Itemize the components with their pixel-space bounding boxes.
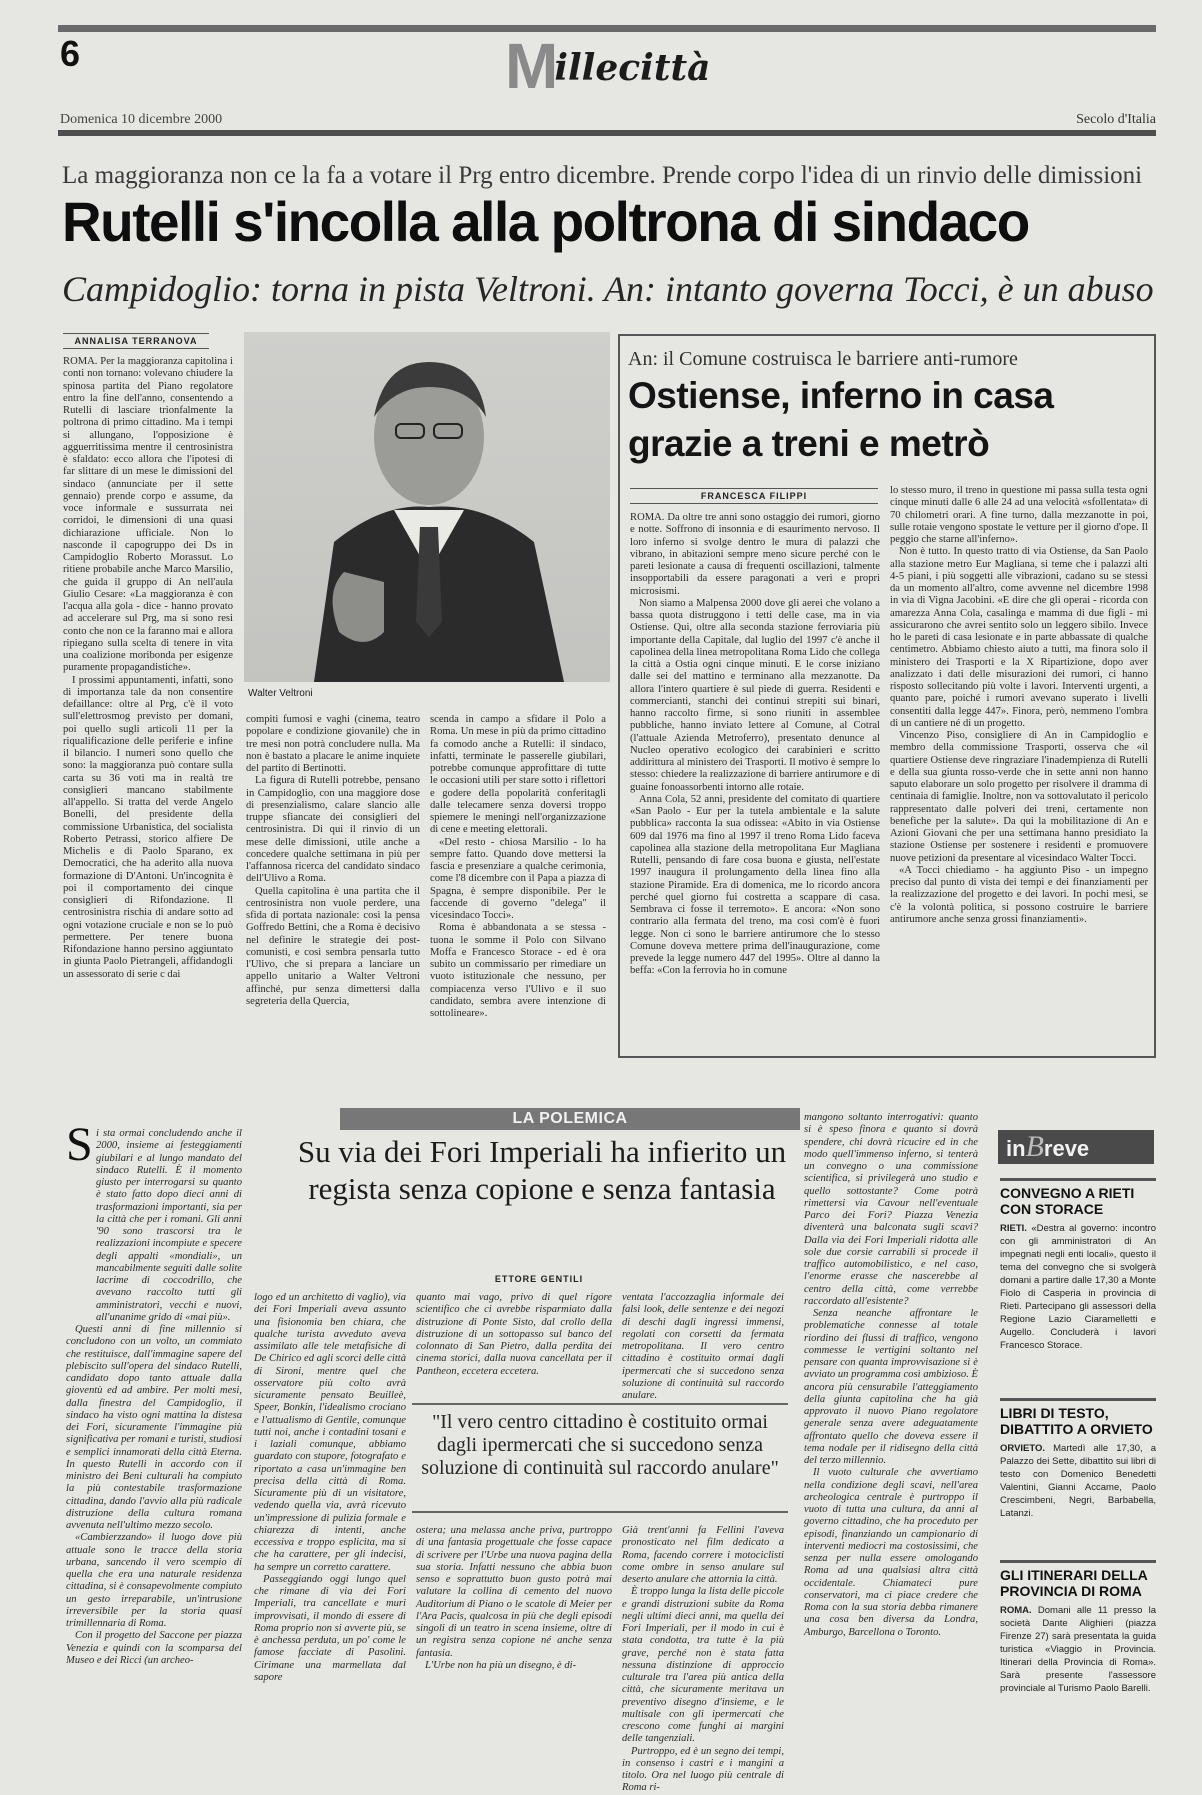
pull-quote xyxy=(412,1403,788,1513)
paragraph: Già trent'anni fa Fellini l'aveva pronosticato nel film dedicato a Roma, facendo correre i motociclisti come ombre in senso anulare sul deserto anulare che attornia la città. xyxy=(622,1525,784,1585)
polemica-column-2 xyxy=(254,1292,406,1744)
brief-item-3 xyxy=(1000,1560,1156,1734)
section-title-rest: illecittà xyxy=(554,47,711,89)
in-breve-b: B xyxy=(1025,1130,1044,1163)
page-number: 6 xyxy=(60,33,81,74)
brief-text: Domani alle 11 presso la società Dante Alighieri (piazza Firenze 27) sarà presentata la guida turistica «Viaggio in Provincia. Itinerari della Provincia di Roma». Sarà presente l'assessore provinciale al Turismo Paolo Barelli. xyxy=(1000,1605,1157,1694)
paragraph: La figura di Rutelli potrebbe, pensano in Campidoglio, con una maggiore dose di presenzialismo, calare slancio alle truppe sfiancate dei consiglieri del centrosinistra. Di qui il rinvio di un mese delle dimissioni, utile anche a concedere qualche settimana in più per l'affannosa ricerca del candidato sindaco dell'Ulivo a Roma. xyxy=(246,775,420,885)
in-breve-title xyxy=(998,1130,1154,1164)
paragraph: logo ed un architetto di vaglio), via dei Fori Imperiali aveva assunto una fisionomia ben chiara, che qualche turista avveduto aveva assimilato alle tele metafisiche di De Chirico ed agli scorci delle città di Sironi, mentre quel che osservatore più colto avrà sicuramente pensato Beuilleè, Speer, Bonkin, l'idealismo crociano e l'attualismo di Gentile, comunque tutti noi, anche i contadini tosani e i laziali comunque, abbiamo guardato con stupore, fotografato e riportato a casa un'immagine ben precisa della città di Roma. Sicuramente più di un visitatore, vedendo quella via, avrà ricevuto un'impressione di pulizia formale e chiarezza di intenti, anche eccessiva e troppo esplicita, ma si che ha carattere, per gli indecisi, ha sempre un corretto carattere. xyxy=(254,1292,407,1573)
paragraph: quanto mai vago, privo di quel rigore scientifico che ci avrebbe risparmiato dalla distruzione di Ponte Sisto, dal crollo della distruzione di un sottopasso sul banco del colonnato di San Pietro, dalla perdita dei cinema storici, dalla nuova cancellata per il Pantheon, eccetera eccetera. xyxy=(416,1292,612,1377)
paragraph: Questi anni di fine millennio si concludono con un volto, un commiato che restituisce, dall'immagine sapere del plebiscito sull'opera del sindaco Rutelli, candidato dopo tanto attuale dalla gioventù ed ad ambire. Per molti mesi, dalla finestra del Campidoglio, il sindaco ha visto ogni mattina la distesa dei Fori, sicuramente l'immagine più significativa per romani e turisti, studiosi e semplici innamorati della città Eterna. In questo Rutelli in accordo con il ministro dei Beni culturali ha compiuto la più contestabile trasformazione cittadina, dando l'avvio alla più radicale distruzione della cultura romana avvenuta nell'ultimo mezzo secolo. xyxy=(66,1324,242,1531)
polemica-column-4a xyxy=(622,1292,784,1401)
brief-item-2 xyxy=(1000,1398,1156,1538)
paragraph: lo stesso muro, il treno in questione mi passa sulla testa ogni cinque minuti dalle 6 alle 24 ad una velocità «sfollentata» di 70 chilometri orari. A fine turno, dalla mezzanotte in poi, sulle rotaie vengono spostate le vetture per il giorno d'ope. Il peggio che starne all'inferno». xyxy=(890,485,1148,545)
brief-heading: CONVEGNO A RIETI CON STORACE xyxy=(1000,1185,1135,1217)
brief-lead: RIETI. xyxy=(1000,1223,1027,1234)
section-title xyxy=(505,30,711,102)
paragraph: È troppo lunga la lista delle piccole e grandi distruzioni subite da Roma negli ultimi dieci anni, ma quella dei Fori Imperiali, per il modo in cui è stata condotta, tra tutte è la più grave, perché non è stata fatta nessuna distinzione di approccio culturale tra l'area più antica della città, che sicuramente meritava un preventivo disegno d'insieme, e le multisale con gli ipermercati che crescono come funghi ai margini delle tangenziali. xyxy=(622,1586,784,1745)
veltroni-photo xyxy=(244,332,610,682)
paragraph: «Cambierzzando» il luogo dove più attuale sono le tracce della storia urbana, sancendo il vero scempio di quella che era una naturale residenza cittadina, si è consapevolmente compiuto un gesto irreparabile, un'intrusione irreversibile per la storia quasi trimillennaria di Roma. xyxy=(66,1532,242,1629)
paragraph: Senza neanche affrontare le problematiche connesse al totale riordino dei flussi di traffico, vengono commesse le vertigini soltanto nel pensare con quanta improvvisazione si è avviato un programma così ambizioso. È ancora più censurabile l'atteggiamento della giunta capitolina che ha già approvato il nuovo Piano regolatore generale senza avere adeguatamente affrontato quello che doveva essere il tema nodale per il ridisegno della città del terzo millennio. xyxy=(804,1308,978,1466)
main-column-3 xyxy=(430,714,606,1056)
brief-heading: GLI ITINERARI DELLA PROVINCIA DI ROMA xyxy=(1000,1567,1148,1599)
main-column-1 xyxy=(63,356,233,1056)
polemica-byline: ETTORE GENTILI xyxy=(494,1274,584,1284)
paragraph: «Del resto - chiosa Marsilio - lo ha sempre fatto. Quando dove mettersi la fascia e presenziare a qualche cerimonia, come l'8 dicembre con il Papa a piazza di Spagna, è sempre disponibile. Per le faccende di governo "delega" il vicesindaco Tocci». xyxy=(430,836,606,921)
paragraph: ROMA. Da oltre tre anni sono ostaggio dei rumori, giorno e notte. Soffrono di insonnia e di esaurimento nervoso. Il loro inferno si svolge dentro le mura di palazzi che vibrano, in abitazioni sempre meno sicure perché con le pareti lesionate a causa di frequenti oscillazioni, talmente insopportabili da essere paragonati a veri e propri microsismi. xyxy=(630,512,880,597)
in-breve-suffix: reve xyxy=(1043,1136,1090,1161)
polemica-column-5 xyxy=(804,1112,978,1744)
paragraph: Vincenzo Piso, consigliere di An in Campidoglio e membro della commissione Trasporti, osserva che «il quartiere Ostiense deve ringraziare l'inadempienza di Rutelli e della sua giunta rosso-verde che in sette anni non hanno saputo elaborare un solo progetto per risolvere il dramma di centinaia di famiglie. Inoltre, non va sottovalutato il pericolo rappresentato dalle polveri dei treni, certamente non benefiche per la salute». Da qui la mobilitazione di An e Azioni Giovani che per una settimana hanno presidiato la stazione Ostiense per sostenere i residenti e promuovere nuove petizioni da presentare al vicesindaco Walter Tocci. xyxy=(890,730,1148,864)
paragraph: ostera; una melassa anche priva, purtroppo di una fantasia progettuale che fosse capace di scrivere per l'Urbe una nuova pagina della sua storia. Infatti nessuno che abbia buon senso e soprattutto buon gusto potrà mai valutare la collina di cemento del nuovo Auditorium di Piano o le scatole di Meier per l'Ara Pacis, qualcosa in più che degli episodi singoli di un teatro in scena insieme, oltre di un registra senza copione né anche senza fantasia. xyxy=(416,1525,612,1659)
paragraph: L'Urbe non ha più un disegno, è di- xyxy=(425,1659,577,1671)
paragraph: Quella capitolina è una partita che il centrosinistra non vuole perdere, una sfida di portata nazionale: così la pensa Goffredo Bettini, che a Roma è decisivo nel definire le strategie dei post-comunisti, e così sembra pensarla tutto l'Ulivo, che si prepara a lanciare un appello unitario a Walter Veltroni affinché, pur senza dimettersi dalla segreteria della Quercia, xyxy=(246,885,420,1007)
paragraph: Con il progetto del Saccone per piazza Venezia e quindi con la scomparsa del Museo e dei Ricci (un archeo- xyxy=(66,1630,242,1666)
main-kicker: La maggioranza non ce la fa a votare il Prg entro dicembre. Prende corpo l'idea di un rinvio delle dimissioni xyxy=(62,162,1143,189)
side-byline: FRANCESCA FILIPPI xyxy=(630,488,878,504)
paragraph: I prossimi appuntamenti, infatti, sono di importanza tale da non consentire defaillance: oltre al Prg, c'è il voto sull'elettrosmog previsto per domani, poi quello sugli articoli 11 per la riqualificazione delle periferie e infine il bilancio. I numeri sono quello che sono: la maggioranza può contare sulla carta su 36 voti ma in realtà tre consiglieri mancano stabilmente all'appello. Si tratta del verde Angelo Bonelli, del presidente della commissione Urbanistica, del socialista Roberto Petrassi, storico alfiere De Michelis e di Paolo Sparano, ex Democratici, che ha aderito alla nuova formazione di D'Antoni. Un'incognita è poi il comportamento dei cinque consiglieri di Rifondazione. Il centrosinistra rischia di andare sotto ad ogni votazione cruciale e non se lo può permettere. Per tenere buona Rifondazione hanno persino aggiuntato in giunta Paolo Pietrangeli, affidandogli un assessorato di serie c dai xyxy=(63,674,233,980)
drop-cap: S xyxy=(66,1118,93,1171)
brief-lead: ROMA. xyxy=(1000,1605,1032,1616)
paragraph: ventata l'accozzaglia informale dei falsi look, delle sentenze e dei negozi di deschi dagli ingressi immensi, regolati con corsetti da fermata metropolitana. Il vero centro cittadino è costituito ormai dagli ipermercati che si succedono senza soluzione di continuità sul raccordo anulare. xyxy=(622,1292,784,1401)
paper-name: Secolo d'Italia xyxy=(1076,112,1156,127)
paragraph: Il vuoto culturale che avvertiamo nella condizione degli scavi, nell'area archeologica centrale è purtroppo il vuoto di tutta una cultura, da anni al governo cittadino, che ha proceduto per episodi, finanziando un campionario di interventi mediocri ma costosissimi, che senza per nulla essere omologando Roma ad una qualsiasi altra città occidentale. Chiamateci pure conservatori, ma ci piace credere che Roma con la sua storia debba rimanere una cosa ben diversa da Londra, Amburgo, Barcellona o Toronto. xyxy=(804,1467,978,1638)
paragraph: compiti fumosi e vaghi (cinema, teatro popolare e condizione giovanile) che in tre mesi non potrà concludere nulla. Ma non è bastato a placare le anime inquiete del partito di Bertinotti. xyxy=(246,714,420,774)
polemica-label: LA POLEMICA xyxy=(340,1108,800,1130)
paragraph: Purtroppo, ed è un segno dei tempi, in consenso i castri e i mangini a titolo. Ora nel luogo più centrale di Roma ri- xyxy=(622,1745,784,1794)
side-column-1 xyxy=(630,512,880,1052)
polemica-column-3a xyxy=(416,1292,612,1394)
main-headline: Rutelli s'incolla alla poltrona di sindaco xyxy=(62,190,1029,253)
pull-quote-text: "Il vero centro cittadino è costituito ormai dagli ipermercati che si succedono senza soluzione di continuità sul raccordo anulare" xyxy=(421,1411,779,1479)
paragraph: ROMA. Per la maggioranza capitolina i conti non tornano: volevano chiudere la spinosa partita del Piano regolatore entro la fine dell'anno, consentendo a Rutelli di lasciare trionfalmente la poltrona di primo cittadino. Ma i tempi si allungano, l'opposizione è agguerritissima mentre il centrosinistra è sfaldato: ecco allora che l'ipotesi di far slittare di un mese le dimissioni del sindaco (annunciate per il sette gennaio) prende corpo e assume, da voce informale e sussurrata nei corridoi, le dimensioni di una quasi dichiarazione ufficiale. Non lo nasconde il capogruppo dei Ds in Campidoglio Roberto Morassut. Lo ritiene probabile anche Marco Marsilio, che guida il gruppo di An nell'aula Giulio Cesare: «La maggioranza è con l'acqua alla gola - dice - hanno provato ad accelerare sul Prg, ma si sono resi conto che non ce la faranno mai e allora ripiegano sulla scelta di tenere in vita una coalizione moribonda per esigenze puramente propagandistiche». xyxy=(63,356,233,674)
main-subheadline: Campidoglio: torna in pista Veltroni. An: intanto governa Tocci, è un abuso xyxy=(62,269,1154,309)
side-headline: Ostiense, inferno in casa grazie a treni e metrò xyxy=(628,375,1054,464)
paragraph: mangono soltanto interrogativi: quanto si è speso finora e quanto si dovrà spendere, chi dovrà ricucire ed in che modo quell'immenso inferno, si tenterà un convegno o una commissione scientifica, si privilegerà uno studio e quello sottostante? Come potrà rimettersi via Cavour nell'eventuale Parco dei Fori? Piazza Venezia diventerà una balconata sugli scavi? Dalla via dei Fori Imperiali ridotta alle sole due corsie carrabili si procede il traffico automobilistico, e nel caso, l'enorme erasse che nascerebbe al centro della città, come verrebbe raccordato all'esistente? xyxy=(804,1112,978,1307)
paragraph: i sta ormai concludendo anche il 2000, insieme ai festeggiamenti giubilari e al lungo mandato del sindaco Rutelli. È il momento giusto per interrogarsi su quanto è stato fatto dopo dieci anni di trasformazioni importanti, sia per la città che per i romani. Gli anni '90 sono trascorsi tra le realizzazioni incompiute e specere degli appalti «mondiali», un mancabilmente seguiti dalle solite lacrime di coccodrillo, che avevano raccolto tutti gli amministratori, vecchi e nuovi, all'unanime grido di «mai più». xyxy=(96,1128,242,1323)
paragraph: Non siamo a Malpensa 2000 dove gli aerei che volano a bassa quota distruggono i tetti delle case, ma in via Ostiense. Qui, oltre alla seconda stazione ferroviaria più importante della Capitale, dal luglio del 1997 c'è anche il capolinea della linea metropolitana Roma Lido che collega la città a Ostia ogni cinque minuti. E le corse iniziano dalle sei del mattino e terminano alla mezzanotte. Da allora l'intero quartiere è sul piede di guerra. Residenti e commercianti, stanchi dei continui strepiti sui binari, hanno raccolto firme, si sono riuniti in assemblee pubbliche, hanno inviato lettere al Comune, al Cotral (l'attuale Azienda Metroferro), presentato denunce al Nucleo operativo ecologico dei carabinieri e scritto addirittura al ministero dei Trasporti. Il motivo è sempre lo stesso: chiedere la realizzazione di barriere antirumore e di guaine fonoassorbenti intorno alle rotaie. xyxy=(630,597,880,793)
polemica-column-1 xyxy=(66,1128,242,1744)
portrait-image xyxy=(244,332,610,682)
in-breve-prefix: in xyxy=(1006,1136,1026,1161)
issue-date: Domenica 10 dicembre 2000 xyxy=(60,112,223,127)
paragraph: scenda in campo a sfidare il Polo a Roma. Un mese in più da primo cittadino fa comodo anche a Rutelli: il sindaco, infatti, terminate le passerelle giubilari, potrebbe comunque approfittare di tutte le occasioni utili per stare sotto i riflettori e godere della popolarità conferitagli dalle telecamere senza doversi troppo spiemere le meningi nell'organizzazione di cene e meeting elettorali. xyxy=(430,714,606,836)
polemica-column-4b xyxy=(622,1525,784,1794)
side-column-2 xyxy=(890,485,1148,1052)
side-kicker: An: il Comune costruisca le barriere anti-rumore xyxy=(628,348,1018,370)
paragraph: Non è tutto. In questo tratto di via Ostiense, da San Paolo alla stazione metro Eur Magliana, si teme che i palazzi alti 4-5 piani, i più soggetti alle vibrazioni, cadano su se stessi da un momento all'altro, come avvenne nel dicembre 1998 in via di Vigna Jacobini. «E dire che gli operai - ricorda con amarezza Anna Cola, casalinga e mamma di due figli - mi assicurarono che avrei sentito solo un leggero sibilo. Invece ho le pareti di casa lesionate e in parte abbassate di qualche centimetro. Abbiamo chiesto aiuto a tutti, ma finora solo il ministero dei Trasporti e la X Ripartizione, dopo aver analizzato i dati delle misurazioni dei rumori, ci hanno risposto sollecitando più volte i lavori. Interventi urgenti, a quanto pare, poiché i rumori avevano superato i livelli consentiti dalla legge 447». Finora, però, nemmeno l'ombra di un cantiere né di un progetto. xyxy=(890,546,1148,729)
section-title-initial: M xyxy=(505,30,559,102)
main-byline: ANNALISA TERRANOVA xyxy=(63,333,209,349)
brief-text: Martedì alle 17,30, a Palazzo dei Sette, dibattito sui libri di testo con Domenico Benedetti Valentini, Gianni Accame, Paolo Crescimbeni, Negri, Barbabella, Latanzi. xyxy=(1000,1443,1156,1519)
paragraph: Roma è abbandonata a se stessa - tuona le somme il Polo con Silvano Moffa e Francesco Storace - ed è ora subito un commissario per rimediare un vuoto istituzionale che nessuno, per compiacenza verso l'Ulivo e il suo candidato, sembra avere intenzione di sottolineare». xyxy=(430,922,606,1019)
brief-heading: LIBRI DI TESTO, DIBATTITO A ORVIETO xyxy=(1000,1405,1153,1437)
polemica-column-3b xyxy=(416,1525,612,1745)
paragraph: Passeggiando oggi lungo quel che rimane di via dei Fori Imperiali, tra cancellate e muri improvvisati, il mondo di essere di Roma proprio non si avverte più, se è anchessa perduta, un po' come le famose facciate di Pasolini. Cirimane una marmellata dal sapore xyxy=(254,1573,406,1683)
main-column-2 xyxy=(246,714,420,1056)
photo-caption: Walter Veltroni xyxy=(248,688,313,699)
brief-text: «Destra al governo: incontro con gli amministratori di An impegnati negli enti locali», questo il tema del convegno che si svolgerà domani a partire dalle 17,30 a Monte Fiolo di Casperia in provincia di Rieti. Partecipano gli assessori della Regione Lazio Ciaramelletti e Augello. Concluderà i lavori Francesco Storace. xyxy=(1000,1223,1157,1351)
paragraph: «A Tocci chiediamo - ha aggiunto Piso - un impegno preciso dal punto di vista dei tempi e dei finanziamenti per la realizzazione del progetto e dei lavori. In pochi mesi, se c'è la volontà politica, si possono costruire le barriere antirumore anche senza grossi finanziamenti». xyxy=(890,864,1148,925)
paragraph: Anna Cola, 52 anni, presidente del comitato di quartiere «San Paolo - Eur per la tutela ambientale e la salute pubblica» racconta la sua odissea: «Abito in via Ostiense 609 dal 1976 ma fino al 1997 il treno Roma Lido faceva capolinea alla stazione della metropolitana Eur Magliana Rutelli, pensando di fare cosa buona e giusta, nell'estate 1997 inaugura il prolungamento della linea fino alla stazione Piramide. Era di domenica, me lo ricordo ancora perché quel giorno fui costretta a scappare di casa. Sembrava ci fosse il terremoto». E ancora: «Non sono contrario alla fermata del treno, ma così com'è è fuori legge. Non ci sono le barriere antirumore che lo stesso Comune doveva mettere prima dell'inaugurazione, come prevede la legge numero 447 del 1995». Oltre al danno la beffa: «Con la ferrovia ho in comune xyxy=(630,793,880,977)
brief-item-1 xyxy=(1000,1178,1156,1378)
polemica-headline: Su via dei Fori Imperiali ha infierito un regista senza copione e senza fantasia xyxy=(297,1134,787,1206)
brief-lead: ORVIETO. xyxy=(1000,1443,1046,1454)
